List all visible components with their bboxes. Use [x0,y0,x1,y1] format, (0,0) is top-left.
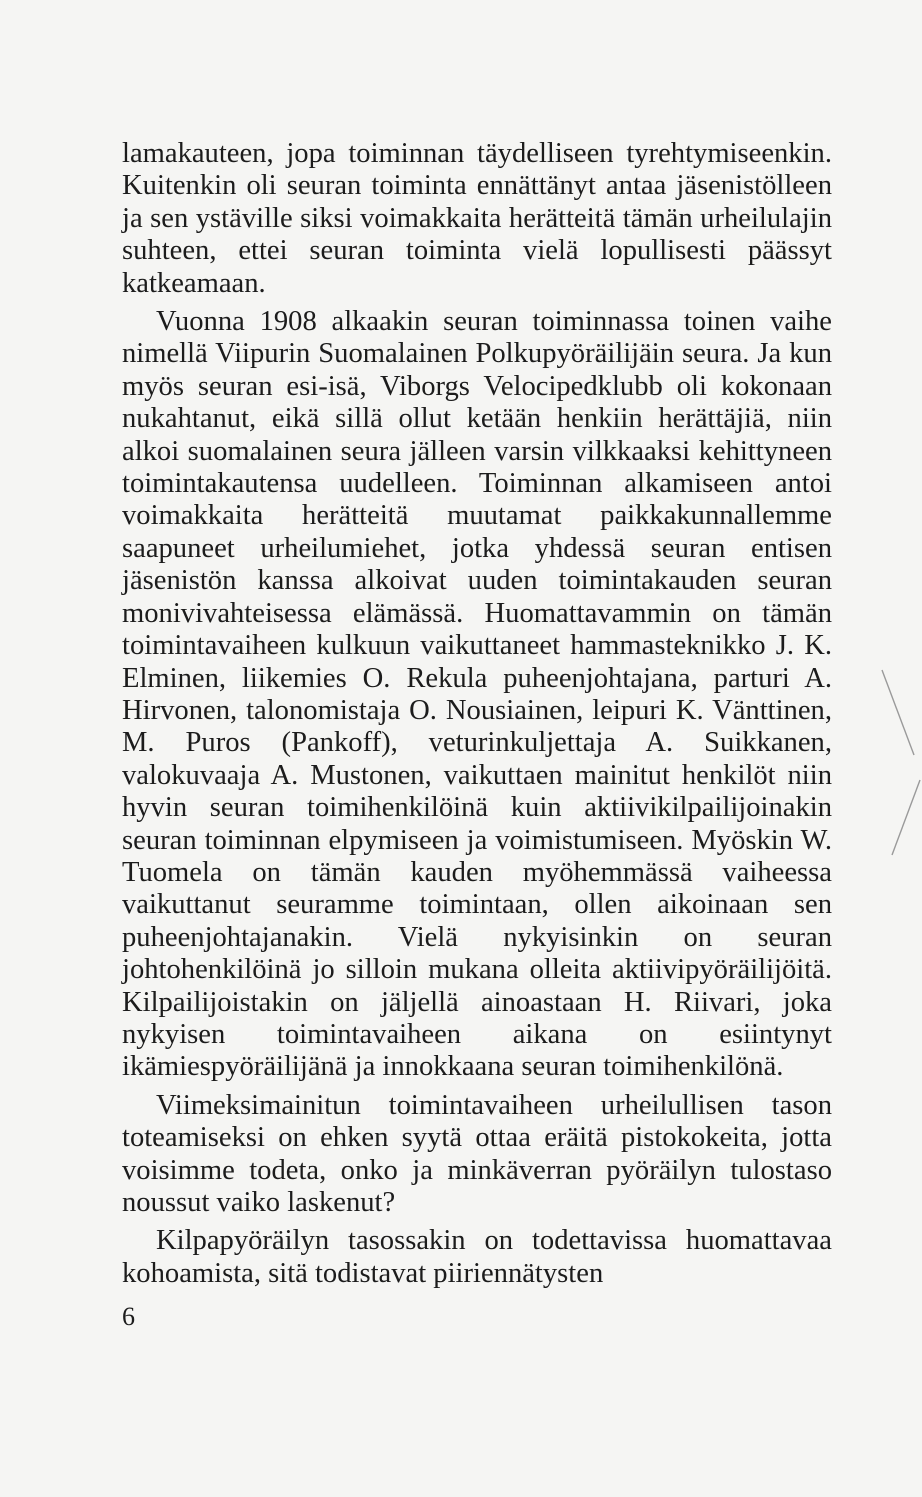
body-text [122,138,832,1290]
paragraph-3: Viimeksimainitun toimintavaiheen urheilullisen tason toteamiseksi on ehken syytä ottaa eräitä pistokokeita, jotta voisimme todeta, onko ja minkäverran pyöräilyn tulostaso noussut vaiko laskenut? [122,1089,832,1218]
margin-pencil-mark [862,660,922,880]
paragraph-4: Kilpapyöräilyn tasossakin on todettavissa huomattavaa kohoamista, sitä todistavat piiriennätysten [122,1225,832,1289]
paragraph-1: lamakauteen, jopa toiminnan täydelliseen tyrehtymiseenkin. Kuitenkin oli seuran toiminta ennättänyt antaa jäsenistölleen ja sen ystäville siksi voimakkaita herätteitä tämän urheilulajin suhteen, ettei seuran toiminta vielä lopullisesti päässyt katkeamaan. [122,138,832,299]
paragraph-2: Vuonna 1908 alkaakin seuran toiminnassa toinen vaihe nimellä Viipurin Suomalainen Polkupyöräilijäin seura. Ja kun myös seuran esi-isä, Viborgs Velocipedklubb oli kokonaan nukahtanut, eikä sillä ollut ketään henkiin herättäjiä, niin alkoi suomalainen seura jälleen varsin vilkkaaksi kehittyneen toimintakautensa uudelleen. Toiminnan alkamiseen antoi voimakkaita herätteitä muutamat paikkakunnallemme saapuneet urheilumiehet, jotka yhdessä seuran entisen jäsenistön kanssa alkoivat uuden toimintakauden seuran monivivahteisessa elämässä. Huomattavammin on tämän toimintavaiheen kulkuun vaikuttaneet hammasteknikko J. K. Elminen, liikemies O. Rekula puheenjohtajana, parturi A. Hirvonen, talonomistaja O. Nousiainen, leipuri K. Vänttinen, M. Puros (Pankoff), veturinkuljettaja A. Suikkanen, valokuvaaja A. Mustonen, vaikuttaen mainitut henkilöt niin hyvin seuran toimihenkilöinä kuin aktiivikilpailijoinakin seuran toiminnan elpymiseen ja voimistumiseen. Myöskin W. Tuomela on tämän kauden myöhemmässä vaiheessa vaikuttanut seuramme toimintaan, ollen aikoinaan sen puheenjohtajanakin. Vielä nykyisinkin on seuran johtohenkilöinä jo silloin mukana olleita aktiivipyöräilijöitä. Kilpailijoistakin on jäljellä ainoastaan H. Riivari, joka nykyisen toimintavaiheen aikana on esiintynyt ikämiespyöräilijänä ja innokkaana seuran toimihenkilönä. [122,306,832,1083]
page-number: 6 [122,1302,135,1331]
